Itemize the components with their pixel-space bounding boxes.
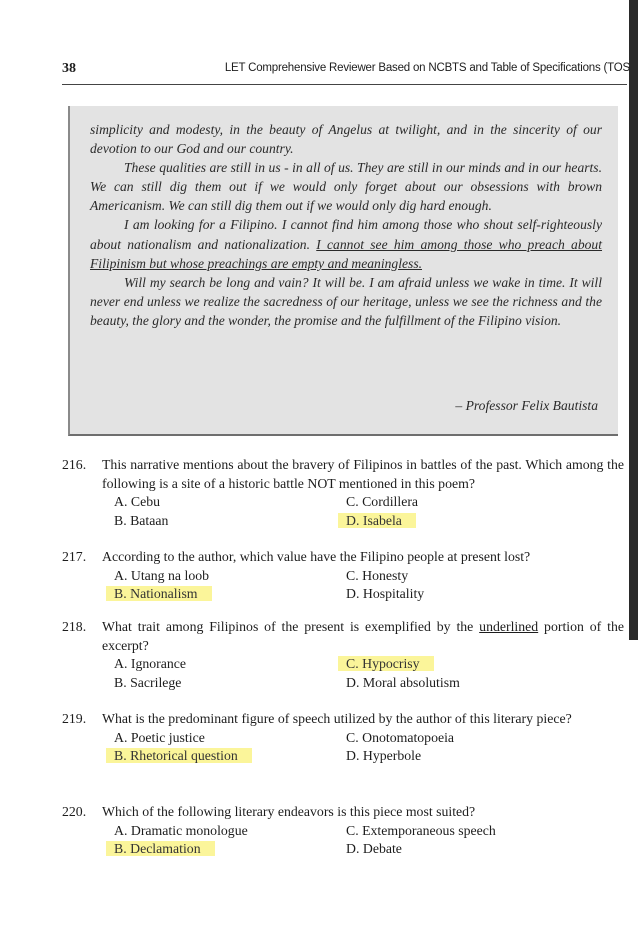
option-a: A. Cebu: [114, 494, 160, 509]
question-text: According to the author, which value have the Filipino people at present lost?: [102, 549, 531, 564]
option-b-highlighted: B. Rhetorical question: [114, 747, 346, 766]
options: [114, 729, 624, 766]
passage-text: [90, 120, 602, 330]
question-number: 216.: [62, 457, 87, 472]
question-text: What trait among Filipinos of the present is exemplified by the underlined portion of the excerpt?: [102, 619, 624, 653]
option-d: D. Hospitality: [346, 586, 425, 601]
question-218: [62, 618, 624, 692]
underlined-portion: I cannot see him among those who preach about Filipinism but whose preachings are empty and meaningless.: [90, 236, 603, 271]
option-c: C. Honesty: [346, 567, 409, 583]
option-b-highlighted: B. Declamation: [114, 840, 346, 859]
option-c: C. Extemporaneous speech: [346, 822, 496, 838]
question-219: [62, 710, 624, 766]
question-number: 219.: [62, 711, 87, 726]
option-d: D. Debate: [346, 841, 402, 856]
question-text: This narrative mentions about the bravery of Filipinos in battles of the past. Which among the following is a site of a historic battle NOT mentioned in this poem?: [102, 457, 624, 491]
passage-paragraph-2: These qualities are still in us - in all of us. They are still in our minds and in our hearts. We can still dig them out if we would only forget about our obsessions with brown Americanism. We can still dig them out if we would only dig hard enough.: [90, 160, 602, 214]
page-number: 38: [62, 61, 76, 76]
options: [114, 493, 624, 530]
option-d: D. Moral absolutism: [346, 674, 460, 690]
option-a: A. Ignorance: [114, 656, 187, 671]
underlined-word: underlined: [479, 619, 539, 634]
options: [114, 567, 624, 604]
page-edge-shadow: [629, 0, 638, 640]
option-c-highlighted: C. Hypocrisy: [346, 655, 576, 674]
running-title: LET Comprehensive Reviewer Based on NCBTS and Table of Specifications (TOS: [224, 62, 630, 74]
question-text: Which of the following literary endeavors is this piece most suited?: [102, 804, 476, 819]
option-d: D. Hyperbole: [346, 748, 422, 763]
option-c: C. Cordillera: [346, 494, 419, 509]
option-a: A. Poetic justice: [114, 729, 205, 745]
option-c: C. Onotomatopoeia: [346, 729, 455, 745]
question-text: What is the predominant figure of speech utilized by the author of this literary piece?: [102, 711, 572, 726]
page-header: [62, 61, 630, 79]
option-b-highlighted: B. Nationalism: [114, 585, 346, 604]
question-216: [62, 456, 624, 530]
option-b: B. Bataan: [114, 512, 169, 528]
options: [114, 655, 624, 692]
passage-paragraph-3-plain: I am looking for a Filipino. I cannot find him among those who shout self-righteously about nationalism and nationalization.: [90, 217, 602, 252]
question-number: 220.: [62, 804, 87, 819]
question-217: [62, 548, 624, 604]
question-number: 218.: [62, 619, 87, 634]
passage-paragraph-1: simplicity and modesty, in the beauty of Angelus at twilight, and in the sincerity of our devotion to our God and our country.: [90, 122, 602, 157]
option-b: B. Sacrilege: [114, 674, 182, 690]
passage-paragraph-4: Will my search be long and vain? It will be. I am afraid unless we wake in time. It will never end unless we realize the sacredness of our heritage, unless we see the richness and the beauty, the glory and the wonder, the promise and the fulfillment of the Filipino vision.: [90, 274, 602, 328]
option-a: A. Utang na loob: [114, 567, 210, 583]
passage-paragraph-3: [90, 215, 602, 272]
options: [114, 822, 624, 859]
option-a: A. Dramatic monologue: [114, 822, 248, 838]
header-rule: [62, 84, 627, 85]
question-220: [62, 803, 624, 859]
option-d-highlighted: D. Isabela: [346, 512, 576, 531]
attribution: – Professor Felix Bautista: [455, 398, 598, 413]
passage-box: [68, 106, 618, 436]
question-number: 217.: [62, 549, 87, 564]
